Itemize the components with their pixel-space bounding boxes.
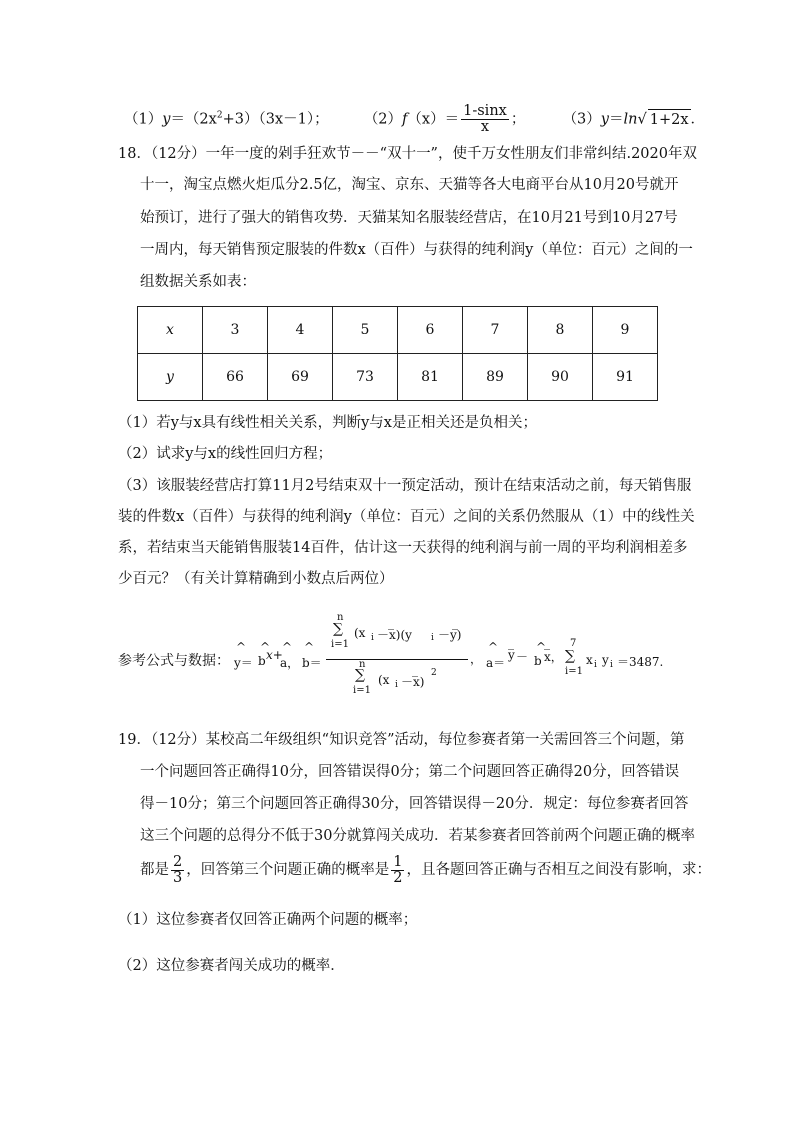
data-table	[137, 306, 658, 401]
numerator-sub-i: i	[371, 633, 374, 643]
q19-part-1: （1）这位参赛者仅回答正确两个问题的概率；	[118, 912, 418, 928]
q18-part-3-line-3: 系，若结束当天能销售服装14百件，估计这一天获得的纯利润与前一周的平均利润相差多	[118, 540, 688, 556]
numerator-minus-y: －y)	[438, 628, 462, 642]
formula-b-eq: b＝	[302, 656, 322, 670]
denominator-sum-icon: ∑	[355, 667, 365, 683]
hat-b: ^	[260, 640, 271, 654]
table-cell: 89	[463, 354, 528, 401]
q19-line-5-c: ，且各题回答正确与否相互之间没有影响，求：	[406, 862, 711, 878]
table-header-y: y	[138, 354, 203, 401]
table-cell: 81	[398, 354, 463, 401]
table-cell: 9	[593, 307, 658, 354]
sum-xy-icon: ∑	[565, 648, 575, 664]
hat-b-3: ^	[536, 640, 547, 654]
table-cell: 66	[203, 354, 268, 401]
numerator-x: (x	[354, 626, 366, 640]
denominator-xbar-bar: _	[412, 663, 418, 677]
denominator-n: n	[359, 659, 366, 670]
hat-b-2: ^	[304, 640, 315, 654]
q17-part3-radical: √	[637, 111, 647, 128]
table-header-x: x	[138, 307, 203, 354]
sum-seven: 7	[570, 638, 577, 649]
formula-a-comma: a，	[280, 656, 300, 670]
q18-part-1: （1）若y与x具有线性相关关系，判断y与x是正相关还是负相关；	[118, 415, 537, 431]
formula-a-eq: a＝	[486, 656, 506, 670]
q17-part2-numerator: 1-sinx	[463, 103, 507, 119]
q17-part2-denominator: x	[480, 119, 490, 135]
table-row-x	[138, 307, 658, 354]
q17-part2-fraction	[461, 104, 509, 135]
table-cell: 4	[268, 307, 333, 354]
numerator-ybar-bar: _	[452, 616, 458, 630]
table-cell: 8	[528, 307, 593, 354]
q17-part3-ln: ln	[623, 111, 638, 128]
q17-part2-f: f	[402, 111, 408, 128]
formula-label: 参考公式与数据：	[118, 653, 230, 669]
q18-line-3: 始预订，进行了强大的销售攻势．天猫某知名服装经营店，在10月21号到10月27号	[140, 210, 678, 226]
q17-part3-radicand: 1+2x	[648, 109, 691, 130]
formula-x-comma: x，	[544, 650, 563, 664]
sum-result: ＝3487.	[617, 655, 664, 669]
q17-part2-semi: ；	[510, 111, 526, 128]
probability-one-half	[391, 855, 404, 886]
xbar-bar: _	[544, 636, 550, 650]
q17-part1-label: （1）	[124, 111, 163, 128]
q18-line-2: 十一，淘宝点燃火炬瓜分2.5亿，淘宝、京东、天猫等各大电商平台从10月20号就开	[140, 177, 679, 193]
q19-part-2: （2）这位参赛者闯关成功的概率．	[118, 958, 345, 974]
sum-x: x	[586, 653, 593, 667]
reference-formula	[118, 612, 698, 702]
q17-part2-x: （x）＝	[407, 111, 460, 128]
sum-y-sub-i: i	[610, 660, 613, 670]
numerator-i1: i=1	[331, 639, 349, 650]
table-cell: 69	[268, 354, 333, 401]
frac1-denominator: 3	[173, 869, 183, 886]
table-cell: 91	[593, 354, 658, 401]
q19-line-4: 这三个问题的总得分不低于30分就算闯关成功．若某参赛者回答前两个问题正确的概率	[140, 828, 695, 844]
numerator-minus-x-y: －x)(y	[377, 628, 412, 642]
q17-formula-line	[124, 104, 705, 135]
formula-comma: ，	[470, 652, 483, 666]
q18-line-4: 一周内，每天销售预定服装的件数x（百件）与获得的纯利润y（单位：百元）之间的一	[140, 242, 693, 258]
table-row-y	[138, 354, 658, 401]
formula-b: b	[258, 654, 266, 668]
formula-x-plus: x+	[266, 648, 283, 662]
q18-part-2: （2）试求y与x的线性回归方程；	[118, 446, 333, 462]
fraction-bar	[326, 659, 468, 660]
q17-part3-eq: ＝	[609, 111, 624, 128]
probability-two-thirds	[171, 855, 184, 886]
denominator-square: 2	[431, 668, 437, 678]
q17-part1-expr: ＝（2x	[170, 111, 217, 128]
q19-line-2: 一个问题回答正确得10分，回答错误得0分；第二个问题回答正确得20分，回答错误	[140, 764, 680, 780]
sum-xy-i1: i=1	[565, 666, 583, 677]
numerator-xbar-bar: _	[388, 616, 394, 630]
hat-y: ^	[236, 640, 247, 654]
q19-line-5-a: 都是	[140, 862, 169, 878]
q17-part2-label: （2）	[363, 111, 403, 128]
ybar-bar: _	[508, 636, 514, 650]
q17-part3-y: y	[600, 111, 609, 128]
q18-part-3-line-1: （3）该服装经营店打算11月2号结束双十一预定活动，预计在结束活动之前，每天销售服	[118, 478, 692, 494]
table-cell: 6	[398, 307, 463, 354]
q18-line-1: 18．（12分）一年一度的剁手狂欢节－－“双十一”，使千万女性朋友们非常纠结.2020年双	[118, 146, 697, 162]
hat-a: ^	[282, 640, 293, 654]
q19-line-5	[140, 852, 711, 888]
q18-part-3-line-4: 少百元？（有关计算精确到小数点后两位）	[118, 571, 394, 587]
frac2-numerator: 1	[393, 853, 403, 870]
frac2-denominator: 2	[393, 869, 403, 886]
formula-y-eq: y＝	[234, 656, 253, 670]
q18-line-5: 组数据关系如表：	[140, 274, 256, 290]
numerator-n: n	[337, 612, 344, 623]
denominator-i1: i=1	[353, 685, 371, 696]
table-cell: 7	[463, 307, 528, 354]
q19-line-3: 得－10分；第三个问题回答正确得30分，回答错误得－20分．规定：每位参赛者回答	[140, 796, 689, 812]
q17-part1-y: y	[162, 111, 171, 128]
numerator-sum-icon: ∑	[333, 621, 343, 637]
formula-minus: －	[516, 650, 529, 664]
q17-part1-tail: +3）（3x－1）；	[222, 111, 329, 128]
denominator-x: (x	[378, 673, 390, 687]
q19-line-5-b: ，回答第三个问题正确的概率是	[186, 862, 390, 878]
q19-line-1: 19．（12分）某校高二年级组织“知识竞答”活动，每位参赛者第一关需回答三个问题，第	[118, 732, 685, 748]
q17-part3-label: （3）	[562, 111, 601, 128]
frac1-numerator: 2	[173, 853, 183, 870]
formula-ybar: y	[508, 648, 515, 662]
table-cell: 73	[333, 354, 398, 401]
numerator-sub-i-2: i	[431, 633, 434, 643]
table-cell: 90	[528, 354, 593, 401]
sum-y: y	[602, 653, 609, 667]
q18-part-3-line-2: 装的件数x（百件）与获得的纯利润y（单位：百元）之间的关系仍然服从（1）中的线性关	[118, 509, 695, 525]
sum-x-sub-i: i	[594, 660, 597, 670]
table-cell: 3	[203, 307, 268, 354]
hat-a-2: ^	[488, 640, 499, 654]
q17-part1-exp: 2	[216, 110, 223, 121]
denominator-minus-x: －x)	[401, 675, 425, 689]
q17-part3-dot: ．	[690, 111, 706, 128]
formula-b-2: b	[534, 654, 542, 668]
denominator-sub-i: i	[395, 680, 398, 690]
table-cell: 5	[333, 307, 398, 354]
